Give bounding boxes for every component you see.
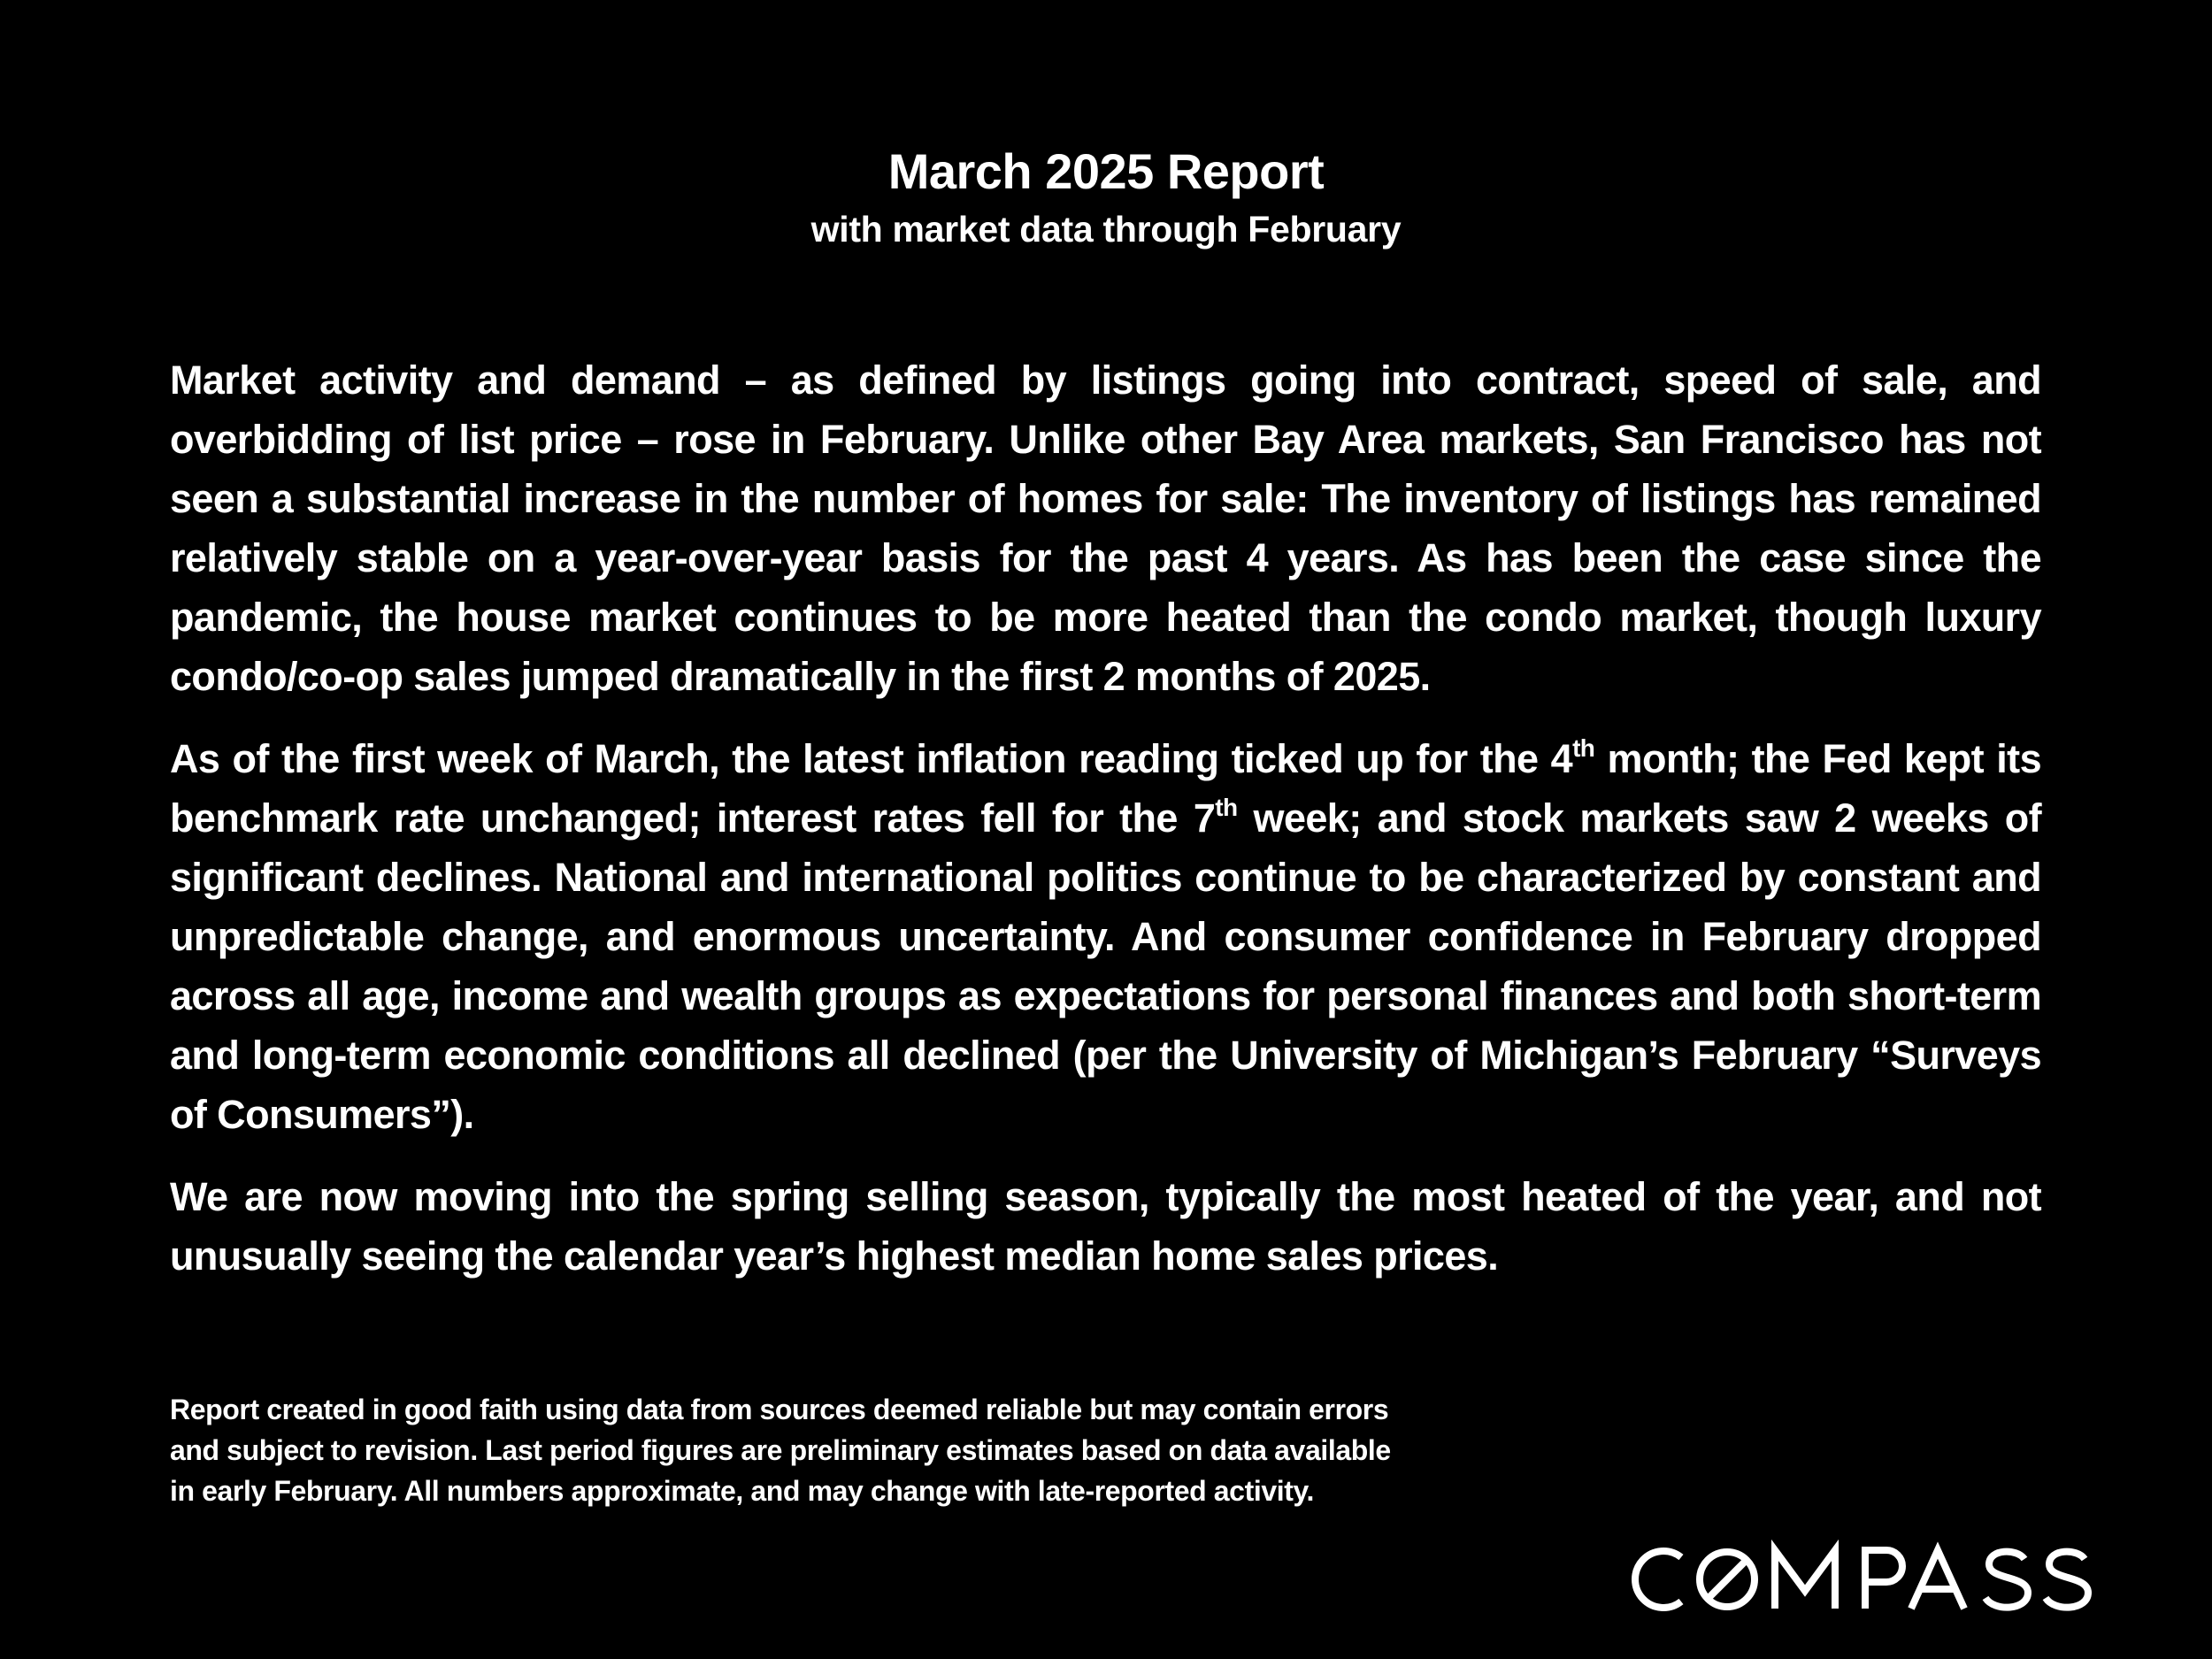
compass-logo xyxy=(1628,1540,2097,1619)
disclaimer-line: in early February. All numbers approximate, and may change with late-reported activity. xyxy=(170,1475,1314,1507)
paragraph-market-activity: Market activity and demand – as defined by listings going into contract, speed of sale, and overbidding of list price – rose in February. Unlike other Bay Area markets, San Francisco has not seen a substantial increase in the number of homes for sale: The inventory of listings has remained relatively stable on a year-over-year basis for the past 4 years. As has been the case since the pandemic, the house market continues to be more heated than the condo market, though luxury condo/co-op sales jumped dramatically in the first 2 months of 2025. xyxy=(170,357,2041,699)
paragraph-text-segment: As of the first week of March, the latest inflation reading ticked up for the 4 xyxy=(170,736,1573,781)
paragraph-text-segment: week; and stock markets saw 2 weeks of significant declines. National and international politics continue to be characterized by constant and unpredictable change, and enormous uncertainty. And consumer confidence in February dropped across all age, income and wealth groups as expectations for personal finances and both short-term and long-term economic conditions all declined (per the University of Michigan’s February “Surveys of Consumers”). xyxy=(170,795,2041,1137)
report-subtitle: with market data through February xyxy=(810,209,1402,250)
paragraph-text-segment: month; the Fed kept its benchmark rate unchanged; interest rates fell for the 7 xyxy=(170,736,2041,841)
paragraph-economic-conditions xyxy=(170,729,2041,1144)
disclaimer-line: Report created in good faith using data from sources deemed reliable but may contain errors xyxy=(170,1394,1389,1425)
report-header xyxy=(0,140,2212,253)
paragraph-spring-season: We are now moving into the spring selling season, typically the most heated of the year, and not unusually seeing the calendar year’s highest median home sales prices. xyxy=(170,1174,2041,1279)
report-body xyxy=(170,350,2041,1309)
disclaimer-line: and subject to revision. Last period figures are preliminary estimates based on data available xyxy=(170,1434,1391,1466)
ordinal-suffix: th xyxy=(1215,794,1238,821)
disclaimer xyxy=(170,1389,1497,1511)
ordinal-suffix: th xyxy=(1572,734,1595,762)
report-title: March 2025 Report xyxy=(887,143,1325,199)
